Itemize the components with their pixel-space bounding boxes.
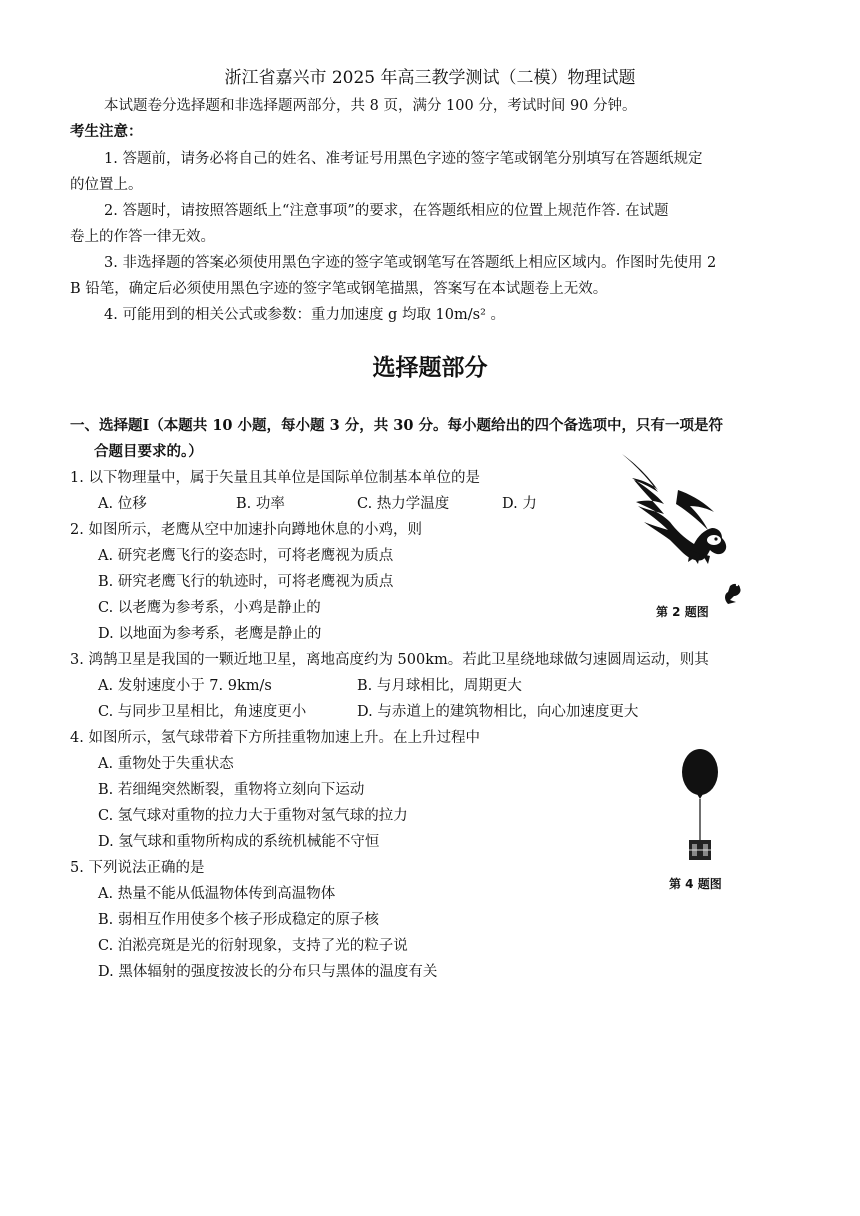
eagle-figure (618, 450, 768, 620)
notice-heading: 考生注意： (70, 123, 143, 140)
question-2-option-c: C. 以老鹰为参考系，小鸡是静止的 (98, 600, 321, 616)
balloon (682, 749, 718, 795)
exam-intro: 本试题卷分选择题和非选择题两部分，共 8 页，满分 100 分，考试时间 90 分钟。 (104, 98, 637, 114)
question-3-option-b: B. 与月球相比，周期更大 (357, 678, 522, 694)
notice-item-4: 4. 可能用到的相关公式或参数：重力加速度 g 均取 10m/s² 。 (104, 307, 505, 323)
question-4-stem: 4. 如图所示，氢气球带着下方所挂重物加速上升。在上升过程中 (70, 730, 480, 746)
question-1-option-d: D. 力 (502, 496, 537, 512)
question-3-option-a: A. 发射速度小于 7. 9km/s (98, 678, 272, 694)
question-5-stem: 5. 下列说法正确的是 (70, 860, 205, 876)
question-4-option-a: A. 重物处于失重状态 (98, 756, 234, 772)
question-3-option-c: C. 与同步卫星相比，角速度更小 (98, 704, 307, 720)
question-2-stem: 2. 如图所示，老鹰从空中加速扑向蹲地休息的小鸡，则 (70, 522, 422, 538)
question-2-option-b: B. 研究老鹰飞行的轨迹时，可将老鹰视为质点 (98, 574, 394, 590)
question-4-option-c: C. 氢气球对重物的拉力大于重物对氢气球的拉力 (98, 808, 408, 824)
figure-2-caption: 第 2 题图 (656, 605, 709, 619)
figure-4-caption: 第 4 题图 (669, 877, 722, 891)
balloon-figure (676, 746, 726, 868)
notice-item-2-cont: 卷上的作答一律无效。 (70, 229, 215, 245)
question-4-option-d: D. 氢气球和重物所构成的系统机械能不守恒 (98, 834, 380, 850)
question-3-stem: 3. 鸿鹄卫星是我国的一颗近地卫星，离地高度约为 500km。若此卫星绕地球做匀速圆周运动，则其 (70, 652, 709, 668)
page-title: 浙江省嘉兴市 2025 年高三教学测试（二模）物理试题 (224, 68, 636, 88)
notice-item-3-cont: B 铅笔，确定后必须使用黑色字迹的签字笔或钢笔描黑，答案写在本试题卷上无效。 (70, 281, 608, 297)
part1-heading-cont: 合题目要求的。） (94, 443, 203, 460)
question-1-option-a: A. 位移 (98, 496, 147, 512)
question-2-option-a: A. 研究老鹰飞行的姿态时，可将老鹰视为质点 (98, 548, 394, 564)
question-4-option-b: B. 若细绳突然断裂，重物将立刻向下运动 (98, 782, 365, 798)
question-5-option-b: B. 弱相互作用使多个核子形成稳定的原子核 (98, 912, 379, 928)
question-1-option-c: C. 热力学温度 (357, 496, 450, 512)
part1-heading: 一、选择题Ⅰ（本题共 10 小题，每小题 3 分，共 30 分。每小题给出的四个备选项中，只有一项是符 (70, 417, 724, 434)
notice-item-3: 3. 非选择题的答案必须使用黑色字迹的签字笔或钢笔写在答题纸上相应区域内。作图时先使用 2 (104, 255, 717, 271)
notice-item-1-cont: 的位置上。 (70, 177, 143, 193)
section-title: 选择题部分 (372, 354, 488, 381)
question-3-option-d: D. 与赤道上的建筑物相比，向心加速度更大 (357, 704, 639, 720)
notice-item-1: 1. 答题前，请务必将自己的姓名、准考证号用黑色字迹的签字笔或钢笔分别填写在答题纸规定 (104, 151, 703, 167)
question-1-stem: 1. 以下物理量中，属于矢量且其单位是国际单位制基本单位的是 (70, 470, 480, 486)
question-5-option-d: D. 黑体辐射的强度按波长的分布只与黑体的温度有关 (98, 964, 438, 980)
question-1-option-b: B. 功率 (236, 496, 285, 512)
question-5-option-a: A. 热量不能从低温物体传到高温物体 (98, 886, 336, 902)
question-5-option-c: C. 泊淞亮斑是光的衍射现象，支持了光的粒子说 (98, 938, 408, 954)
eagle-silhouette (622, 454, 726, 561)
question-2-option-d: D. 以地面为参考系，老鹰是静止的 (98, 626, 322, 642)
notice-item-2: 2. 答题时，请按照答题纸上“注意事项”的要求，在答题纸相应的位置上规范作答. 在试题 (104, 203, 669, 219)
